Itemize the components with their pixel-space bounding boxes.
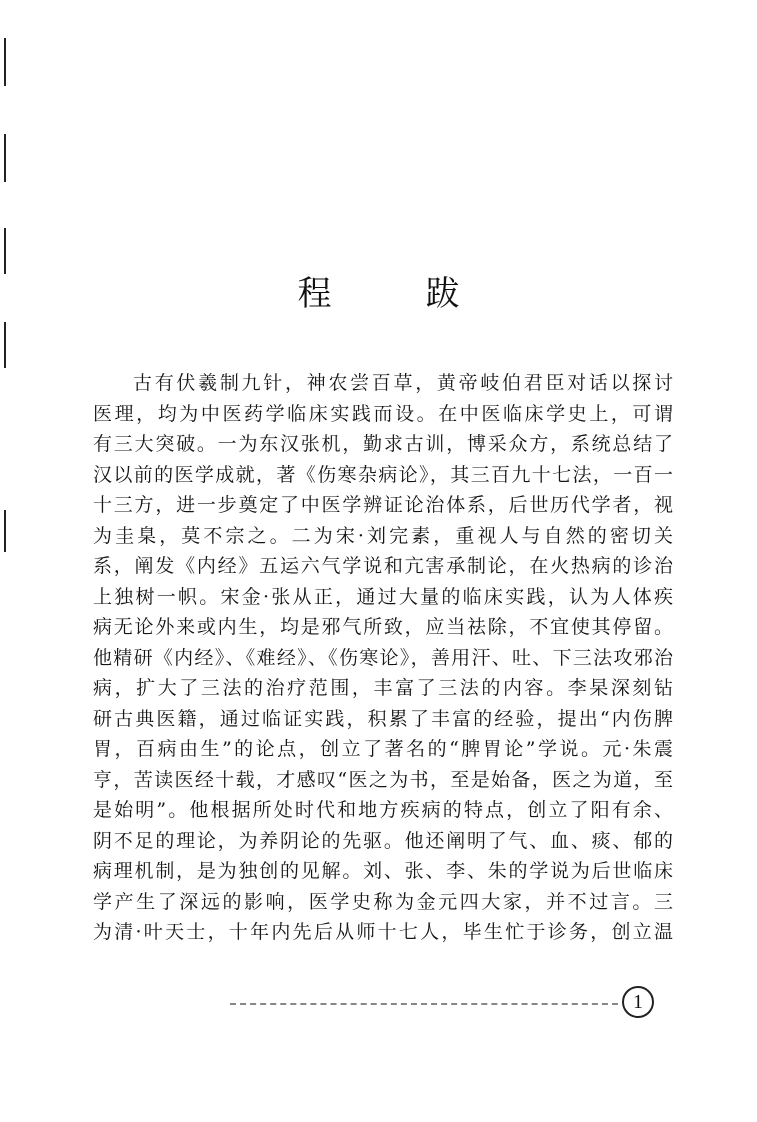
text-line: 上独树一帜。宋金·张从正，通过大量的临床实践，认为人体疾 xyxy=(93,585,673,608)
scan-edge-mark xyxy=(4,134,6,182)
footer-dashed-rule xyxy=(230,1003,618,1005)
text-line: 胃，百病由生”的论点，创立了著名的“脾胃论”学说。元·朱震 xyxy=(93,738,673,760)
scan-edge-mark xyxy=(4,322,6,368)
text-line: 阴不足的理论，为养阴论的先驱。他还阐明了气、血、痰、郁的 xyxy=(93,829,673,852)
text-line: 系，阐发《内经》五运六气学说和亢害承制论，在火热病的诊治 xyxy=(93,555,673,577)
text-line: 医理，均为中医药学临床实践而设。在中医临床学史上，可谓 xyxy=(93,402,673,425)
text-line: 十三方，进一步奠定了中医学辨证论治体系，后世历代学者，视 xyxy=(93,494,673,516)
text-line: 他精研《内经》、《难经》、《伤寒论》，善用汗、吐、下三法攻邪治 xyxy=(93,646,673,669)
text-line: 为圭臬，莫不宗之。二为宋·刘完素，重视人与自然的密切关 xyxy=(93,524,673,547)
text-line: 研古典医籍，通过临证实践，积累了丰富的经验，提出“内伤脾 xyxy=(93,707,673,730)
text-line: 有三大突破。一为东汉张机，勤求古训，博采众方，系统总结了 xyxy=(93,433,673,455)
text-line: 古有伏羲制九针，神农尝百草，黄帝岐伯君臣对话以探讨 xyxy=(133,372,673,394)
text-line: 病无论外来或内生，均是邪气所致，应当祛除，不宜使其停留。 xyxy=(93,616,673,638)
text-line: 汉以前的医学成就，著《伤寒杂病论》，其三百九十七法，一百一 xyxy=(93,463,673,486)
text-line: 是始明”。他根据所处时代和地方疾病的特点，创立了阳有余、 xyxy=(93,799,673,821)
text-line: 病，扩大了三法的治疗范围，丰富了三法的内容。李杲深刻钻 xyxy=(93,677,673,699)
page-number: 1 xyxy=(622,986,654,1018)
text-line: 学产生了深远的影响，医学史称为金元四大家，并不过言。三 xyxy=(93,890,673,913)
text-line: 为清·叶天士，十年内先后从师十七人，毕生忙于诊务，创立温 xyxy=(93,921,673,943)
scan-edge-mark xyxy=(4,510,6,552)
body-text xyxy=(93,368,673,948)
page-footer xyxy=(230,986,670,1016)
page-title: 程 跋 xyxy=(297,274,490,314)
scan-edge-mark xyxy=(4,38,6,86)
text-line: 亨，苦读医经十载，才感叹“医之为书，至是始备，医之为道，至 xyxy=(93,768,673,791)
text-line: 病理机制，是为独创的见解。刘、张、李、朱的学说为后世临床 xyxy=(93,860,673,882)
